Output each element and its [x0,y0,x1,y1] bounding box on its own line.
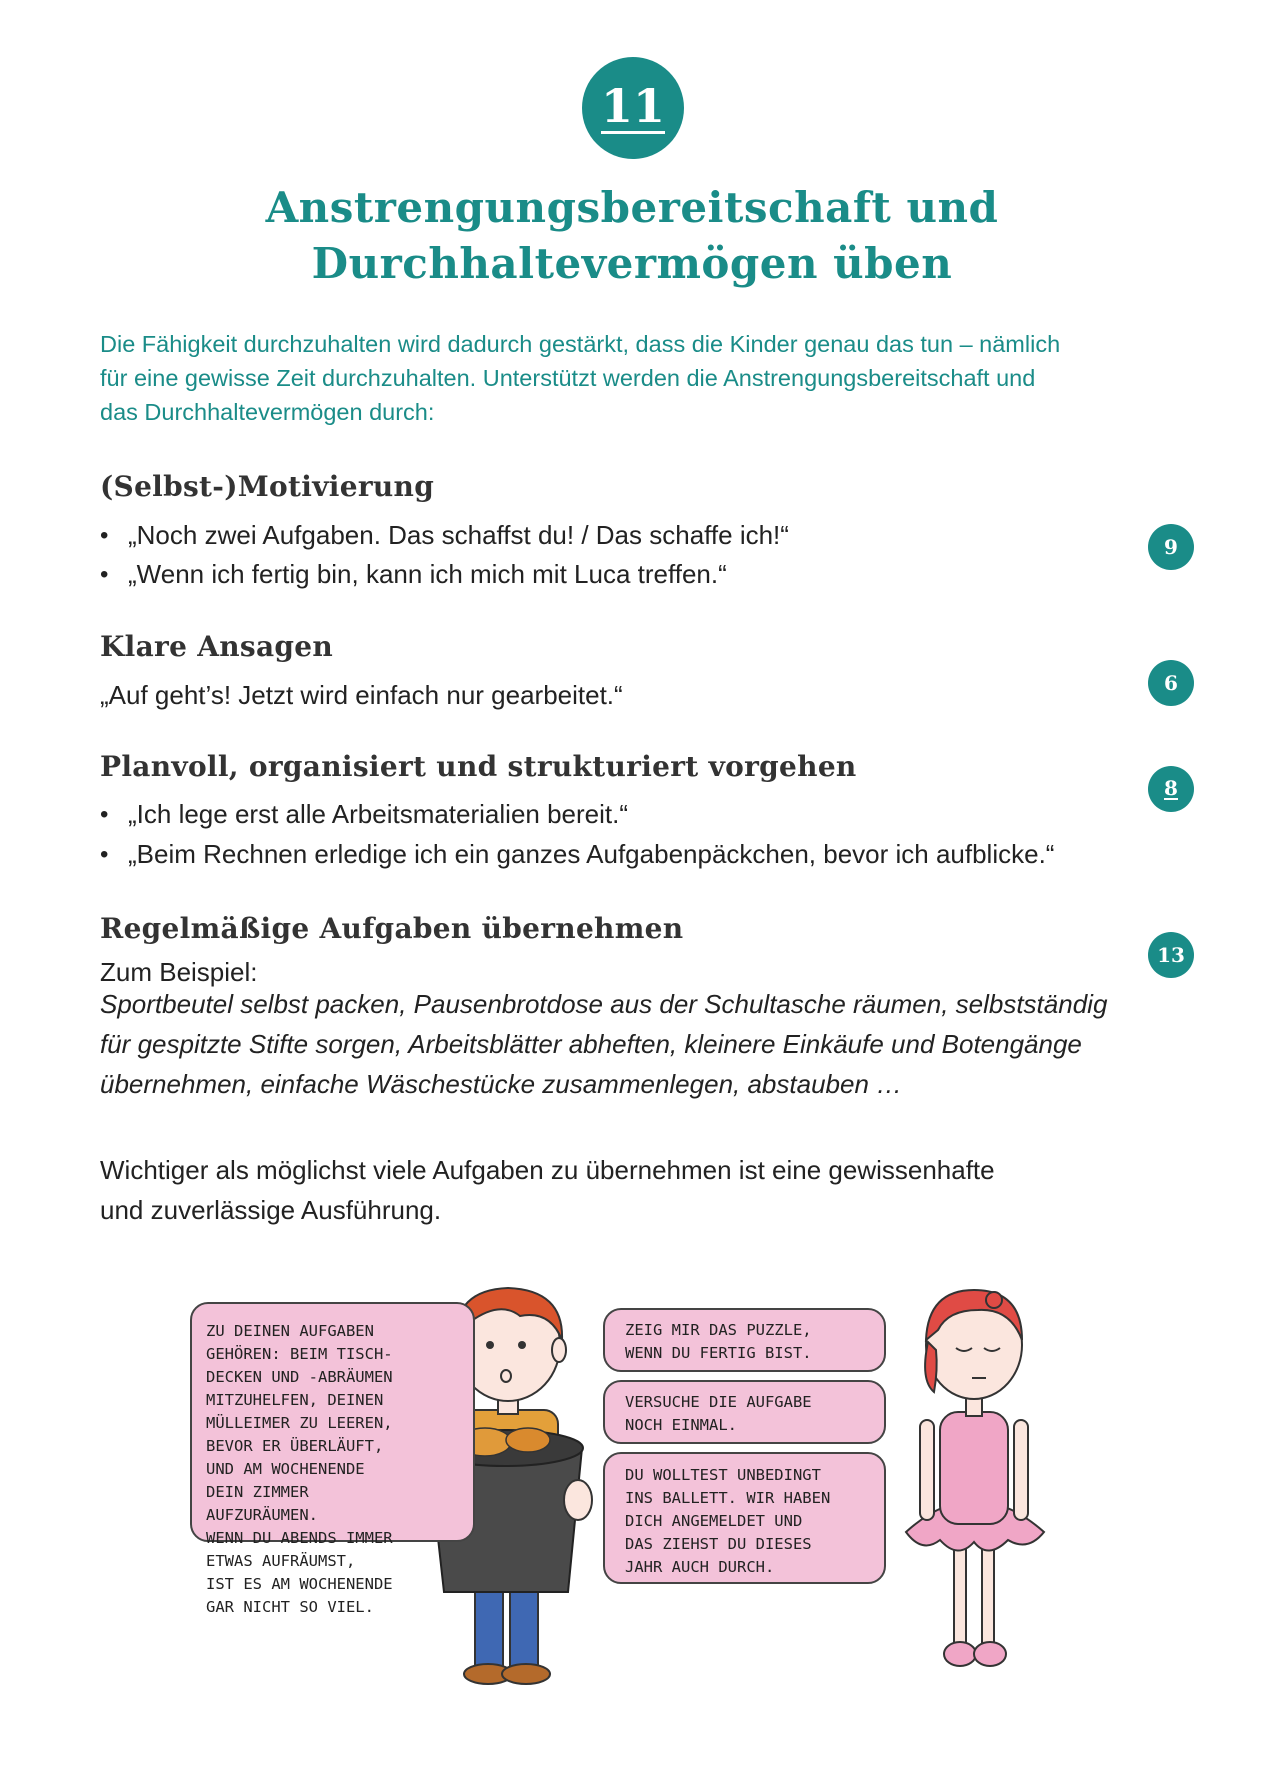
speech-bubble-try-again: VERSUCHE DIE AUFGABE NOCH EINMAL. [603,1380,886,1444]
bullet-dot: • [100,841,109,868]
intro-line-1: Die Fähigkeit durchzuhalten wird dadurch gestärkt, dass die Kinder genau das tun – nämlich [100,331,1061,357]
section-heading-instructions: Klare Ansagen [100,630,334,663]
intro-paragraph [100,327,1160,429]
bullet-dot: • [100,801,109,828]
tasks-examples-line-1: Sportbeutel selbst packen, Pausenbrotdose aus der Schultasche räumen, selbstständig [100,989,1108,1019]
closing-line-1: Wichtiger als möglichst viele Aufgaben zu übernehmen ist eine gewissenhafte [100,1155,995,1185]
section-heading-planning: Planvoll, organisiert und strukturiert vorgehen [100,750,857,783]
bullet-dot: • [100,522,109,549]
page-title [100,180,1164,292]
speech-bubble-ballet: DU WOLLTEST UNBEDINGT INS BALLETT. WIR HABEN DICH ANGEMELDET UND DAS ZIEHST DU DIESES JAHR AUCH DURCH. [603,1452,886,1584]
motivation-item-2: „Wenn ich fertig bin, kann ich mich mit Luca treffen.“ [128,559,727,589]
title-line-1: Anstrengungsbereitschaft und [265,183,999,232]
speech-bubble-chores: ZU DEINEN AUFGABEN GEHÖREN: BEIM TISCH- DECKEN UND -ABRÄUMEN MITZUHELFEN, DEINEN MÜLLEIMER ZU LEEREN, BEVOR ER ÜBERLÄUFT, UND AM WOCHENENDE DEIN ZIMMER AUFZURÄUMEN. WENN DU ABENDS IMMER ETWAS AUFRÄUMST, IST ES AM WOCHENENDE GAR NICHT SO VIEL. [190,1302,475,1542]
reference-badge-instructions: 6 [1148,660,1194,706]
section-heading-motivation: (Selbst-)Motivierung [100,470,435,503]
title-line-2: Durchhaltevermögen üben [311,239,953,288]
reference-badge-tasks: 13 [1148,932,1194,978]
tasks-examples-line-2: für gespitzte Stifte sorgen, Arbeitsblätter abheften, kleinere Einkäufe und Botengänge [100,1029,1082,1059]
girl-ballet-illustration [898,1270,1050,1690]
speech-bubble-puzzle: ZEIG MIR DAS PUZZLE, WENN DU FERTIG BIST. [603,1308,886,1372]
tasks-examples [100,984,1180,1104]
closing-paragraph [100,1150,1180,1230]
reference-badge-motivation: 9 [1148,524,1194,570]
reference-badge-planning: 8 [1148,766,1194,812]
chapter-number: 11 [600,78,665,133]
planning-item-1: „Ich lege erst alle Arbeitsmaterialien bereit.“ [128,799,629,829]
instructions-text: „Auf geht’s! Jetzt wird einfach nur gearbeitet.“ [100,680,623,710]
tasks-lead: Zum Beispiel: [100,957,258,987]
closing-line-2: und zuverlässige Ausführung. [100,1195,442,1225]
intro-line-3: das Durchhaltevermögen durch: [100,399,435,425]
chapter-number-badge [582,57,684,159]
motivation-item-1: „Noch zwei Aufgaben. Das schaffst du! / Das schaffe ich!“ [128,520,789,550]
section-heading-tasks: Regelmäßige Aufgaben übernehmen [100,912,684,945]
bullet-dot: • [100,561,109,588]
tasks-examples-line-3: übernehmen, einfache Wäschestücke zusammenlegen, abstauben … [100,1069,903,1099]
planning-item-2: „Beim Rechnen erledige ich ein ganzes Aufgabenpäckchen, bevor ich aufblicke.“ [128,839,1055,869]
intro-line-2: für eine gewisse Zeit durchzuhalten. Unterstützt werden die Anstrengungsbereitschaft und [100,365,1036,391]
